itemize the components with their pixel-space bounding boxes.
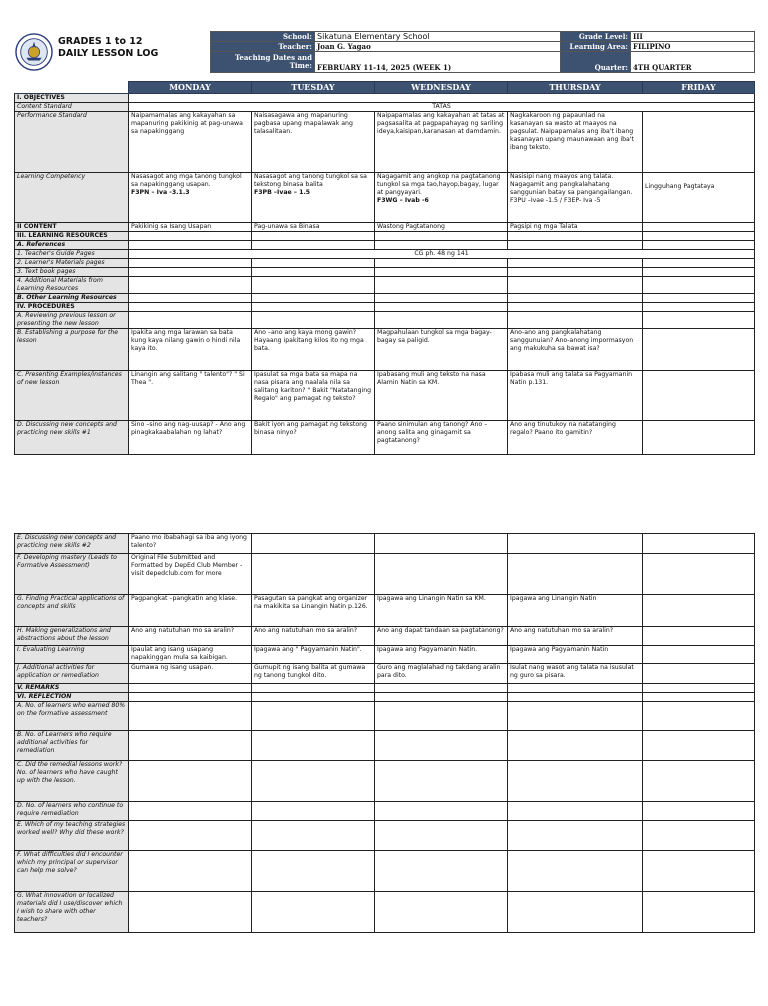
document-title — [58, 36, 158, 60]
g-thursday: Ipagawa ang Linangin Natin — [508, 595, 643, 627]
ref-g-row — [15, 892, 755, 933]
proc-i-label: I. Evaluating Learning — [15, 646, 129, 664]
ref-f-row — [15, 851, 755, 892]
quarter-value: 4TH QUARTER — [631, 52, 755, 73]
learning-competency-label: Learning Competency — [15, 173, 129, 223]
content-wednesday: Wastong Pagtatanong — [375, 223, 508, 232]
proc-d-label: D. Discussing new concepts and practicing new skills #1 — [15, 421, 129, 455]
i-wednesday: Ipagawa ang Pagyamanin Natin. — [375, 646, 508, 664]
proc-g-row — [15, 595, 755, 627]
ps-tuesday: Naisasagawa ang mapanuring pagbasa upang mapalawak ang talasalitaan. — [252, 112, 375, 173]
j-monday: Gumawa ng isang usapan. — [129, 664, 252, 684]
deped-seal-icon — [15, 33, 53, 71]
lc-thursday — [508, 173, 643, 223]
content-tuesday: Pag-unawa sa Binasa — [252, 223, 375, 232]
ps-wednesday: Naipapamalas ang kakayahan at tatas at pagsasalita at pagpapahayag ng sariling ideya,kaisipan,karanasan at damdamin. — [375, 112, 508, 173]
procedures-row — [15, 303, 755, 312]
dates-label-line-2: Time: — [289, 61, 312, 70]
ref-a-label: A. No. of learners who earned 80% on the formative assessment — [15, 702, 129, 731]
content-thursday: Pagsipi ng mga Talata — [508, 223, 643, 232]
g-monday: Pagpangkat –pangkatin ang klase. — [129, 595, 252, 627]
g-tuesday: Pasagutan sa pangkat ang organizer na makikita sa Linangin Natin p.126. — [252, 595, 375, 627]
lc-monday-text: Nasasagot ang mga tanong tungkol sa napakinggang usapan. — [131, 173, 242, 188]
proc-h-label: H. Making generalizations and abstractions about the lesson — [15, 627, 129, 646]
h-wednesday: Ano ang dapat tandaan sa pagtatanong? — [375, 627, 508, 646]
remarks-heading: V. REMARKS — [15, 684, 129, 693]
lm-pages-row — [15, 259, 755, 268]
f-monday: Original File Submitted and Formatted by DepEd Club Member - visit depedclub.com for more — [129, 554, 252, 595]
lc-monday — [129, 173, 252, 223]
ps-monday: Naipamamalas ang kakayahan sa mapanuring pakikinig at pag-unawa sa napakinggang — [129, 112, 252, 173]
grade-value: III — [631, 32, 755, 42]
resources-heading: III. LEARNING RESOURCES — [15, 232, 129, 241]
learning-competency-row — [15, 173, 755, 223]
i-thursday: Ipagawa ang Pagyamanin Natin — [508, 646, 643, 664]
ref-c-row — [15, 761, 755, 802]
proc-h-row — [15, 627, 755, 646]
additional-materials-row — [15, 277, 755, 294]
other-resources-heading: B. Other Learning Resources — [15, 294, 129, 303]
lesson-table-part-2 — [14, 533, 755, 933]
other-resources-row — [15, 294, 755, 303]
objectives-row — [15, 94, 755, 103]
tg-pages-row — [15, 250, 755, 259]
i-monday: Ipaulat ang isang usapang napakinggan mula sa kaibigan. — [129, 646, 252, 664]
lesson-log-page-1 — [14, 81, 754, 455]
day-monday: MONDAY — [129, 82, 252, 94]
c-thursday: Ipabasa muli ang talata sa Pagyamanin Natin p.131. — [508, 371, 643, 421]
lesson-table-part-1 — [14, 81, 755, 455]
tg-pages-value: CG ph. 48 ng 141 — [129, 250, 755, 259]
title-line-1: GRADES 1 to 12 — [58, 36, 143, 47]
b-wednesday: Magpahulaan tungkol sa mga bagay-bagay sa paligid. — [375, 329, 508, 371]
lc-wednesday-text: Nagagamit ang angkop na pagtatanong tungkol sa mga tao,hayop,bagay, lugar at pangyayari. — [377, 173, 501, 196]
content-standard-row — [15, 103, 755, 112]
performance-standard-label: Performance Standard — [15, 112, 129, 173]
ref-d-label: D. No. of learners who continue to require remediation — [15, 802, 129, 821]
proc-a-row — [15, 312, 755, 329]
proc-g-label: G. Finding Practical applications of concepts and skills — [15, 595, 129, 627]
procedures-heading: IV. PROCEDURES — [15, 303, 129, 312]
content-standard-label: Content Standard — [15, 103, 129, 112]
ref-b-row — [15, 731, 755, 761]
j-tuesday: Gumupit ng isang balita at gumawa ng tanong tungkol dito. — [252, 664, 375, 684]
ref-a-row — [15, 702, 755, 731]
day-header-row — [15, 82, 755, 94]
performance-standard-row — [15, 112, 755, 173]
ref-c-label: C. Did the remedial lessons work? No. of learners who have caught up with the lesson. — [15, 761, 129, 802]
lc-thursday-text: Nasisipi nang maayos ang talata. Nagagamit ang pangkalahatang sanggunian batay sa pangangailangan. — [510, 173, 633, 196]
teacher-label: Teacher: — [211, 42, 315, 52]
h-thursday: Ano ang natutuhan mo sa aralin? — [508, 627, 643, 646]
lesson-log-header — [14, 31, 754, 75]
g-wednesday: Ipagawa ang Linangin Natin sa KM. — [375, 595, 508, 627]
proc-c-row — [15, 371, 755, 421]
proc-a-label: A. Reviewing previous lesson or presenting the new lesson — [15, 312, 129, 329]
textbook-pages-label: 3. Text book pages — [15, 268, 129, 277]
content-row — [15, 223, 755, 232]
lc-wednesday-code: F3WG – Ivab -6 — [377, 197, 429, 204]
references-heading: A. References — [15, 241, 129, 250]
c-tuesday: Ipasulat sa mga bata sa mapa na nasa pisara ang naalala nila sa salitang kariton? " Bakit "Natatanging Regalo" ang pamagat ng teksto? — [252, 371, 375, 421]
lm-pages-label: 2. Learner's Materials pages — [15, 259, 129, 268]
content-monday: Pakikinig sa Isang Usapan — [129, 223, 252, 232]
d-thursday: Ano ang tinutukoy na natatanging regalo? Paano ito gamitin? — [508, 421, 643, 455]
textbook-pages-row — [15, 268, 755, 277]
b-tuesday: Ano –ano ang kaya mong gawin? Hayaang ipakitang kilos ito ng mga bata. — [252, 329, 375, 371]
grade-info-box — [560, 31, 755, 73]
j-wednesday: Guro ang maglalahad ng takdang aralin para dito. — [375, 664, 508, 684]
dates-label-line-1: Teaching Dates and — [234, 53, 312, 62]
reflection-row — [15, 693, 755, 702]
lc-tuesday — [252, 173, 375, 223]
proc-d-row — [15, 421, 755, 455]
proc-j-row — [15, 664, 755, 684]
c-wednesday: Ipabasang muli ang teksto na nasa Alamin Natin sa KM. — [375, 371, 508, 421]
resources-row — [15, 232, 755, 241]
school-info-box — [210, 31, 561, 73]
ref-e-row — [15, 821, 755, 851]
proc-e-label: E. Discussing new concepts and practicing new skills #2 — [15, 534, 129, 554]
grade-label: Grade Level: — [561, 32, 631, 42]
title-line-2: DAILY LESSON LOG — [58, 48, 159, 59]
lc-wednesday — [375, 173, 508, 223]
school-value: Sikatuna Elementary School — [315, 32, 561, 42]
b-thursday: Ano-ano ang pangkalahatang sanggunuian? Ano-anong impormasyon ang makukuha sa bawat isa? — [508, 329, 643, 371]
proc-b-row — [15, 329, 755, 371]
j-thursday: Isulat nang wasot ang talata na isusulat ng guro sa pisara. — [508, 664, 643, 684]
reflection-heading: VI. REFLECTION — [15, 693, 129, 702]
additional-materials-label: 4. Additional Materials from Learning Resources — [15, 277, 129, 294]
quarter-label: Quarter: — [561, 52, 631, 73]
objectives-heading: I. OBJECTIVES — [15, 94, 129, 103]
b-monday: Ipakita ang mga larawan sa bata kung kaya nilang gawin o hindi nila kaya ito. — [129, 329, 252, 371]
area-label: Learning Area: — [561, 42, 631, 52]
tg-pages-label: 1. Teacher's Guide Pages — [15, 250, 129, 259]
lc-monday-code: F3PN – Iva -3.1.3 — [131, 189, 190, 196]
teacher-value: Joan G. Yagao — [315, 42, 561, 52]
day-tuesday: TUESDAY — [252, 82, 375, 94]
d-tuesday: Bakit iyon ang pamagat ng tekstong binasa ninyo? — [252, 421, 375, 455]
lc-tuesday-code: F3PB –Ivae – 1.5 — [254, 189, 311, 196]
proc-e-row — [15, 534, 755, 554]
lesson-log-page-2 — [14, 533, 754, 933]
ref-e-label: E. Which of my teaching strategies worked well? Why did these work? — [15, 821, 129, 851]
content-heading: II CONTENT — [15, 223, 129, 232]
proc-i-row — [15, 646, 755, 664]
day-thursday: THURSDAY — [508, 82, 643, 94]
d-wednesday: Paano sinimulan ang tanong? Ano –anong salita ang ginagamit sa pagtatanong? — [375, 421, 508, 455]
proc-j-label: J. Additional activities for application or remediation — [15, 664, 129, 684]
day-friday: FRIDAY — [643, 82, 755, 94]
h-monday: Ano ang natutuhan mo sa aralin? — [129, 627, 252, 646]
lc-friday: Lingguhang Pagtataya — [643, 173, 755, 223]
ref-f-label: F. What difficulties did I encounter which my principal or supervisor can help me solve? — [15, 851, 129, 892]
lc-tuesday-text: Nasasagot ang tanong tungkol sa sa tekstong binasa balita — [254, 173, 367, 188]
remarks-row — [15, 684, 755, 693]
d-monday: Sino –sino ang nag-uusap? - Ano ang pinagkakaabalahan ng lahat? — [129, 421, 252, 455]
ref-b-label: B. No. of Learners who require additional activities for remediation — [15, 731, 129, 761]
proc-f-row — [15, 554, 755, 595]
proc-f-label: F. Developing mastery (Leads to Formative Assessment) — [15, 554, 129, 595]
ps-thursday: Nagkakaroon ng papaunlad na kasanayan sa wasto at maayos na pagsulat. Naipapamalas ang iba't ibang kasanayan upang maunawaan ang iba't ibang teksto. — [508, 112, 643, 173]
area-value: FILIPINO — [631, 42, 755, 52]
school-label: School: — [211, 32, 315, 42]
e-monday: Paano mo ibabahagi sa iba ang iyong talento? — [129, 534, 252, 554]
c-monday: Linangin ang salitang " talento"? " Si Thea ". — [129, 371, 252, 421]
i-tuesday: Ipagawa ang " Pagyamanin Natin". — [252, 646, 375, 664]
dates-label — [211, 52, 315, 73]
h-tuesday: Ano ang natutuhan mo sa aralin? — [252, 627, 375, 646]
dates-value: FEBRUARY 11-14, 2025 (WEEK 1) — [315, 52, 561, 73]
content-standard-value: TATAS — [129, 103, 755, 112]
ref-d-row — [15, 802, 755, 821]
references-row — [15, 241, 755, 250]
lc-thursday-code: F3PU –Ivae -1.5 / F3EP- Iva -5 — [510, 197, 601, 204]
day-wednesday: WEDNESDAY — [375, 82, 508, 94]
proc-b-label: B. Establishing a purpose for the lesson — [15, 329, 129, 371]
ref-g-label: G. What innovation or localized materials did I use/discover which I wish to share with other teachers? — [15, 892, 129, 933]
proc-c-label: C. Presenting Examples/instances of new lesson — [15, 371, 129, 421]
